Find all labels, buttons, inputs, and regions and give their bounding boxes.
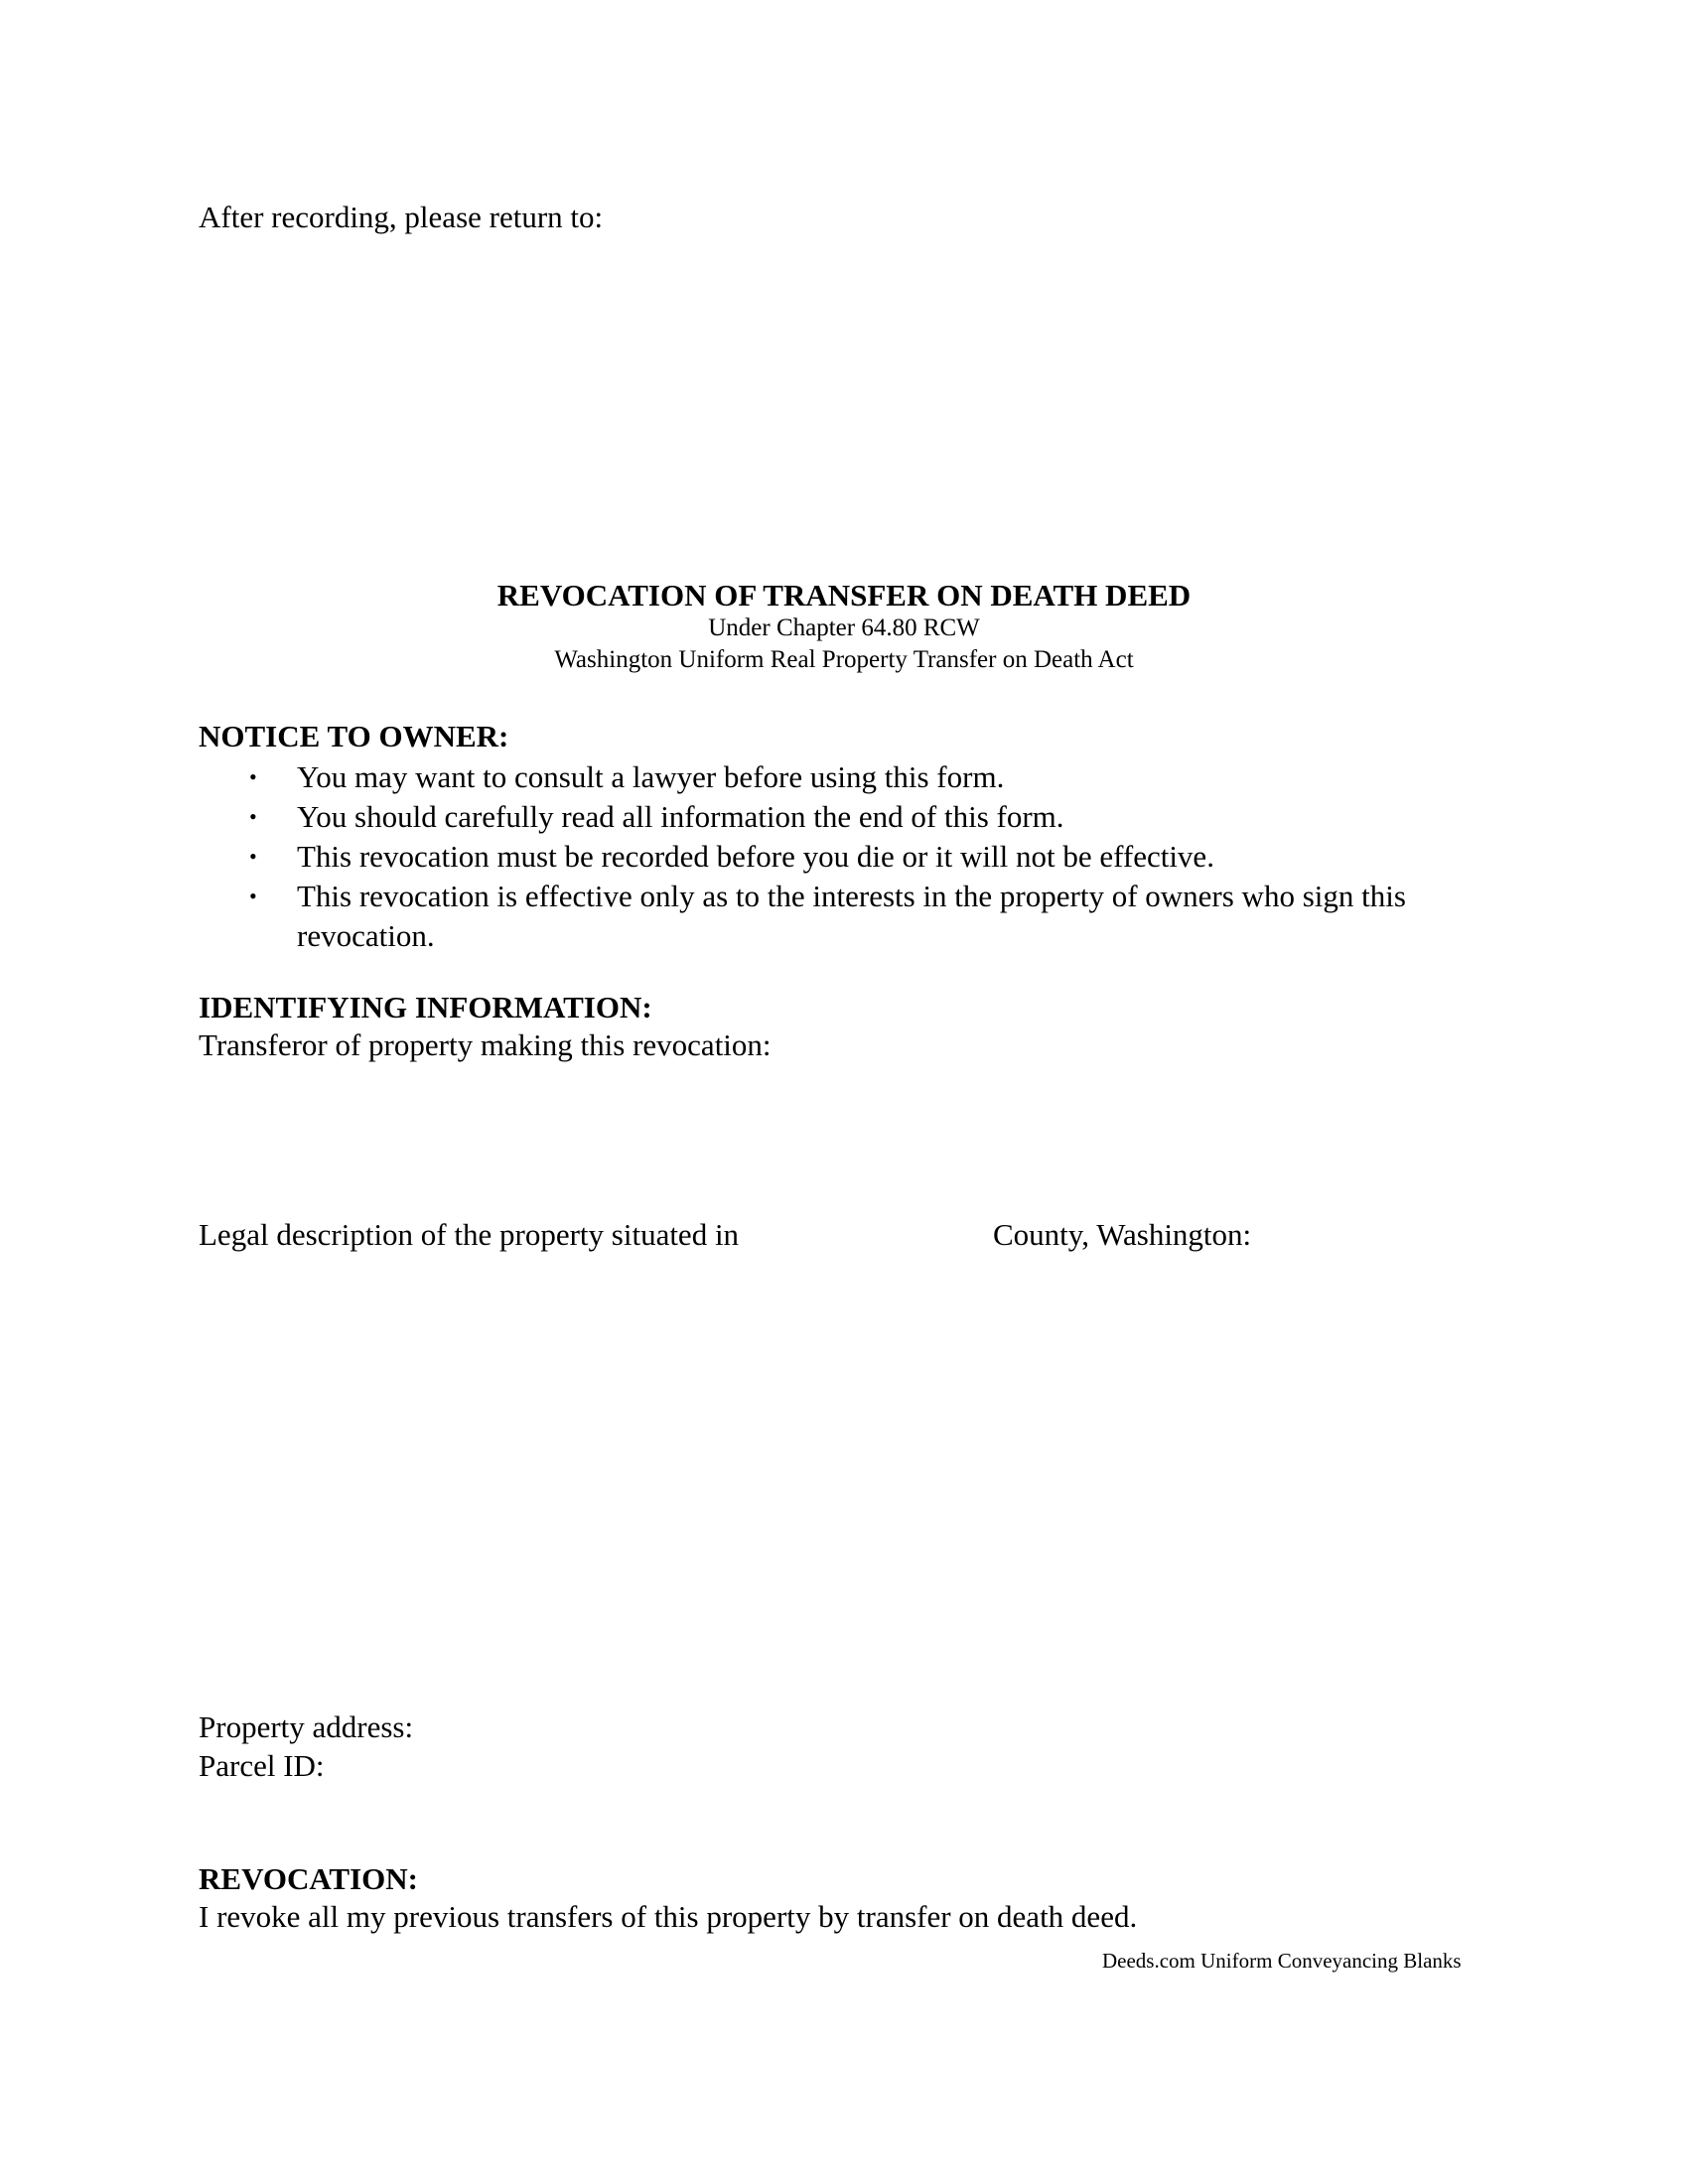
- identifying-heading: IDENTIFYING INFORMATION:: [199, 990, 652, 1024]
- bullet-icon: •: [249, 844, 257, 869]
- notice-list-item: [199, 877, 1528, 956]
- notice-item-text: This revocation is effective only as to the interests in the property of owners who sign this revocation.: [297, 879, 1406, 953]
- document-title: REVOCATION OF TRANSFER ON DEATH DEED: [496, 578, 1192, 613]
- bullet-icon: •: [249, 804, 257, 829]
- notice-list-item: [199, 797, 1489, 837]
- legal-description-label: Legal description of the property situated in: [199, 1217, 740, 1252]
- notice-item-text: This revocation must be recorded before you die or it will not be effective.: [297, 839, 1214, 874]
- parcel-id-label: Parcel ID:: [199, 1748, 325, 1783]
- county-label: County, Washington:: [993, 1217, 1252, 1252]
- notice-list-item: [199, 837, 1489, 877]
- document-subtitle-act: Washington Uniform Real Property Transfer on Death Act: [554, 646, 1134, 673]
- footer-branding: Deeds.com Uniform Conveyancing Blanks: [1102, 1949, 1462, 1973]
- revocation-heading: REVOCATION:: [199, 1861, 418, 1896]
- bullet-icon: •: [249, 764, 257, 789]
- return-to-label: After recording, please return to:: [199, 200, 604, 234]
- notice-list-item: [199, 757, 1489, 797]
- document-subtitle-chapter: Under Chapter 64.80 RCW: [708, 614, 980, 641]
- property-address-label: Property address:: [199, 1709, 414, 1744]
- revocation-text: I revoke all my previous transfers of this property by transfer on death deed.: [199, 1899, 1138, 1934]
- notice-list: [199, 757, 1489, 956]
- notice-item-text: You should carefully read all information the end of this form.: [297, 799, 1064, 834]
- bullet-icon: •: [249, 884, 257, 908]
- notice-item-text: You may want to consult a lawyer before using this form.: [297, 759, 1005, 794]
- transferor-label: Transferor of property making this revocation:: [199, 1027, 772, 1062]
- notice-heading: NOTICE TO OWNER:: [199, 719, 509, 753]
